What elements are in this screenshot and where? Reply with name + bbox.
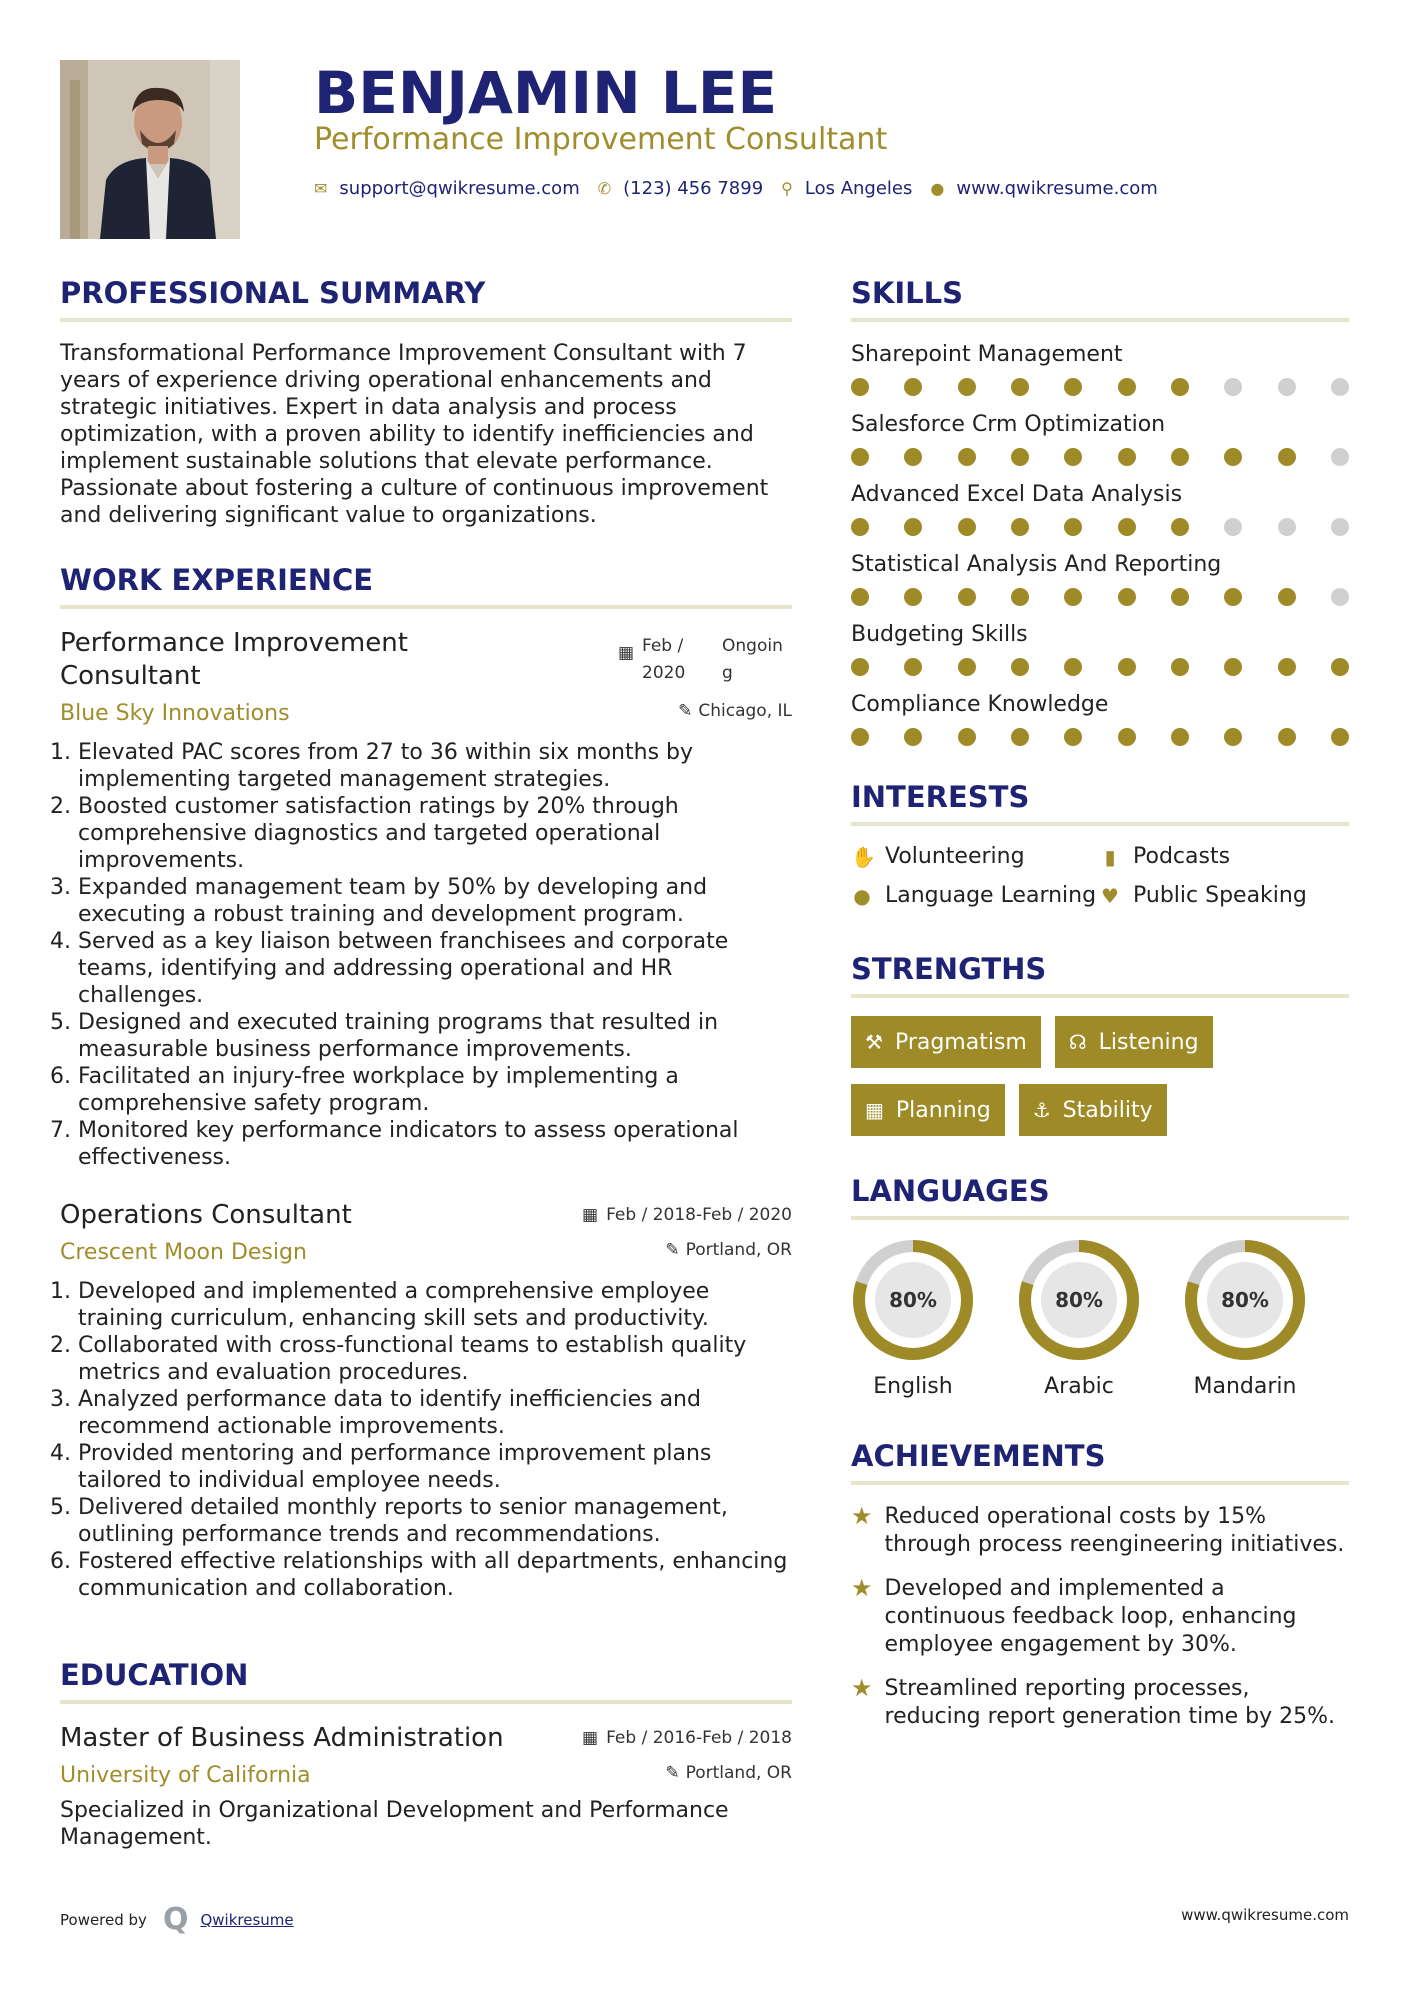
star-icon: ★: [851, 1574, 873, 1602]
rating-dot: [1011, 518, 1029, 536]
section-divider: [851, 1216, 1349, 1220]
heartbeat-icon: ♥: [1101, 883, 1119, 908]
rating-dot: [958, 518, 976, 536]
envelope-icon: ✉: [314, 179, 328, 198]
skill-item: [851, 340, 1349, 396]
language-name: English: [873, 1374, 953, 1399]
rating-dot: [1064, 448, 1082, 466]
language-item: [851, 1238, 975, 1399]
footer-powered-by: [60, 1902, 294, 1937]
rating-dot: [1171, 588, 1189, 606]
rating-dot: [904, 588, 922, 606]
rating-dot: [1118, 448, 1136, 466]
language-name: Mandarin: [1193, 1374, 1297, 1399]
job-title: Operations Consultant: [60, 1200, 352, 1230]
contact-bar: [314, 178, 1176, 199]
strength-badge: [1055, 1016, 1213, 1068]
list-item: 3. Analyzed performance data to identify inefficiencies and recommend actionable improvements.: [78, 1386, 792, 1440]
strengths-section: [851, 948, 1349, 1136]
section-divider: [851, 822, 1349, 826]
summary-heading: PROFESSIONAL SUMMARY: [60, 276, 486, 310]
rating-dot: [904, 658, 922, 676]
rating-dot: [904, 518, 922, 536]
list-item: 2. Boosted customer satisfaction ratings by 20% through comprehensive diagnostics and targeted operational improvements.: [78, 793, 792, 874]
rating-dot: [1331, 658, 1349, 676]
website-text: www.qwikresume.com: [956, 178, 1158, 199]
job-bullets: [60, 1278, 792, 1602]
rating-dot: [1331, 378, 1349, 396]
rating-dot: [1011, 448, 1029, 466]
language-percent: 80%: [1221, 1288, 1269, 1312]
job-location-text: Chicago, IL: [698, 701, 792, 721]
location-text: Los Angeles: [804, 178, 913, 199]
job-title: Performance Improvement Consultant: [60, 628, 408, 691]
rating-dot: [851, 518, 869, 536]
rating-dot: [1064, 728, 1082, 746]
rating-dot: [1171, 658, 1189, 676]
list-item: 5. Delivered detailed monthly reports to senior management, outlining performance trends and recommendations.: [78, 1494, 792, 1548]
rating-dot: [1331, 518, 1349, 536]
rating-dot: [1278, 378, 1296, 396]
skills-heading: SKILLS: [851, 276, 963, 310]
job-location: [665, 1240, 792, 1260]
strengths-heading: STRENGTHS: [851, 952, 1047, 986]
rating-dot: [1171, 728, 1189, 746]
rating-dot: [1278, 588, 1296, 606]
language-name: Arabic: [1044, 1374, 1114, 1399]
rating-dot: [1011, 378, 1029, 396]
interest-item: [1099, 883, 1349, 908]
education-section: [60, 1654, 792, 1851]
language-item: [1183, 1238, 1307, 1399]
skill-rating: [851, 728, 1349, 746]
contact-location: [781, 178, 912, 199]
school-name: University of California: [60, 1763, 311, 1788]
interests-heading: INTERESTS: [851, 780, 1030, 814]
skill-rating: [851, 378, 1349, 396]
headphones-icon: ☊: [1068, 1030, 1087, 1054]
list-item: 5. Designed and executed training programs that resulted in measurable business performance improvements.: [78, 1009, 792, 1063]
skill-rating: [851, 518, 1349, 536]
map-marker-icon: ⚲: [781, 179, 793, 198]
strength-badge: [851, 1016, 1041, 1068]
rating-dot: [1278, 448, 1296, 466]
anchor-icon: ⚓: [1032, 1098, 1051, 1122]
star-icon: ★: [851, 1502, 873, 1530]
achievement-text: Streamlined reporting processes, reducing report generation time by 25%.: [884, 1676, 1336, 1729]
achievement-text: Developed and implemented a continuous feedback loop, enhancing employee engagement by 30%.: [884, 1576, 1297, 1657]
company-name: Blue Sky Innovations: [60, 701, 290, 726]
rating-dot: [1011, 588, 1029, 606]
qwikresume-logo-icon: Q: [162, 1902, 189, 1937]
section-divider: [851, 318, 1349, 322]
job-entry: [60, 1199, 792, 1602]
contact-website[interactable]: [930, 178, 1157, 199]
rating-dot: [1278, 728, 1296, 746]
degree-title: Master of Business Administration: [60, 1723, 504, 1753]
rating-dot: [904, 378, 922, 396]
rating-dot: [958, 728, 976, 746]
rating-dot: [1224, 658, 1242, 676]
rating-dot: [851, 728, 869, 746]
education-location-text: Portland, OR: [685, 1763, 792, 1783]
skill-rating: [851, 588, 1349, 606]
calendar-icon: ▦: [617, 643, 634, 663]
section-divider: [851, 1481, 1349, 1485]
rating-dot: [851, 588, 869, 606]
education-location: [665, 1763, 792, 1783]
rating-dot: [1118, 518, 1136, 536]
rating-dot: [1118, 658, 1136, 676]
rating-dot: [1171, 378, 1189, 396]
interest-label: Volunteering: [885, 844, 1025, 869]
rating-dot: [1118, 588, 1136, 606]
skills-section: [851, 272, 1349, 746]
job-date-text: Feb / 2018-Feb / 2020: [606, 1205, 792, 1225]
rating-dot: [958, 448, 976, 466]
contact-email[interactable]: [314, 178, 580, 199]
rating-dot: [958, 658, 976, 676]
section-divider: [60, 318, 792, 322]
rating-dot: [904, 448, 922, 466]
calendar-icon: ▦: [865, 1098, 884, 1122]
interest-item: [1099, 844, 1349, 869]
pin-icon: ✎: [665, 1240, 680, 1260]
rating-dot: [958, 378, 976, 396]
language-item: [1017, 1238, 1141, 1399]
rating-dot: [1224, 518, 1242, 536]
skill-item: [851, 480, 1349, 536]
language-percent: 80%: [889, 1288, 937, 1312]
skill-item: [851, 690, 1349, 746]
company-name: Crescent Moon Design: [60, 1240, 307, 1265]
skill-item: [851, 410, 1349, 466]
rating-dot: [1064, 518, 1082, 536]
globe-icon: ●: [930, 179, 945, 198]
strength-label: Planning: [895, 1097, 991, 1123]
languages-heading: LANGUAGES: [851, 1174, 1050, 1208]
pin-icon: ✎: [678, 701, 693, 721]
achievements-section: [851, 1435, 1349, 1731]
interest-label: Public Speaking: [1133, 883, 1307, 908]
footer-site[interactable]: www.qwikresume.com: [1181, 1906, 1349, 1924]
job-date: [618, 633, 792, 687]
calendar-icon: ▦: [582, 1205, 599, 1225]
skill-rating: [851, 448, 1349, 466]
skill-item: [851, 550, 1349, 606]
skill-name: Advanced Excel Data Analysis: [851, 482, 1183, 507]
job-location: [678, 701, 792, 721]
skill-name: Statistical Analysis And Reporting: [851, 552, 1222, 577]
rating-dot: [1118, 378, 1136, 396]
rating-dot: [1224, 728, 1242, 746]
powered-by-text: Powered by: [60, 1910, 147, 1929]
phone-text: (123) 456 7899: [623, 178, 764, 199]
education-date: [582, 1728, 792, 1748]
rating-dot: [1278, 518, 1296, 536]
experience-heading: WORK EXPERIENCE: [60, 563, 374, 597]
language-progress-ring: [851, 1238, 975, 1362]
achievement-item: [851, 1575, 1349, 1659]
section-divider: [851, 994, 1349, 998]
job-location-text: Portland, OR: [685, 1240, 792, 1260]
gavel-icon: ⚒: [865, 1030, 883, 1054]
rating-dot: [1011, 728, 1029, 746]
list-item: 4. Provided mentoring and performance improvement plans tailored to individual employee needs.: [78, 1440, 792, 1494]
interest-label: Podcasts: [1133, 844, 1231, 869]
section-divider: [60, 1700, 792, 1704]
language-percent: 80%: [1055, 1288, 1103, 1312]
job-date: [582, 1205, 792, 1225]
microphone-icon: ▮: [1104, 844, 1116, 869]
language-progress-ring: [1183, 1238, 1307, 1362]
list-item: 1. Elevated PAC scores from 27 to 36 within six months by implementing targeted management strategies.: [78, 739, 792, 793]
section-divider: [60, 605, 792, 609]
job-date-end: Ongoing: [722, 636, 783, 683]
languages-section: [851, 1170, 1349, 1399]
rating-dot: [1064, 378, 1082, 396]
rating-dot: [1331, 448, 1349, 466]
summary-section: [60, 272, 792, 529]
candidate-title: Performance Improvement Consultant: [314, 122, 888, 157]
list-item: 4. Served as a key liaison between franchisees and corporate teams, identifying and addressing operational and HR challenges.: [78, 928, 792, 1009]
languages-list: [851, 1238, 1349, 1399]
experience-section: [60, 559, 792, 1602]
phone-icon: ✆: [597, 179, 612, 198]
rating-dot: [904, 728, 922, 746]
rating-dot: [1224, 378, 1242, 396]
handshake-icon: ✋: [851, 844, 876, 869]
right-column: [851, 272, 1349, 1747]
list-item: 2. Collaborated with cross-functional teams to establish quality metrics and evaluation procedures.: [78, 1332, 792, 1386]
left-column: [60, 272, 792, 1851]
rating-dot: [1011, 658, 1029, 676]
skill-name: Compliance Knowledge: [851, 692, 1109, 717]
calendar-icon: ▦: [582, 1728, 599, 1748]
rating-dot: [1278, 658, 1296, 676]
strength-label: Stability: [1062, 1097, 1153, 1123]
rating-dot: [1224, 448, 1242, 466]
list-item: 6. Fostered effective relationships with all departments, enhancing communication and collaboration.: [78, 1548, 792, 1602]
strength-label: Listening: [1098, 1029, 1199, 1055]
language-progress-ring: [1017, 1238, 1141, 1362]
pin-icon: ✎: [665, 1763, 680, 1783]
interests-section: [851, 776, 1349, 908]
rating-dot: [958, 588, 976, 606]
strength-badge: [851, 1084, 1005, 1136]
email-text: support@qwikresume.com: [339, 178, 580, 199]
achievement-text: Reduced operational costs by 15% through process reengineering initiatives.: [884, 1504, 1345, 1557]
job-date-start: Feb / 2020: [642, 636, 686, 683]
skills-list: [851, 340, 1349, 746]
list-item: 3. Expanded management team by 50% by developing and executing a robust training and development program.: [78, 874, 792, 928]
achievement-item: [851, 1503, 1349, 1559]
globe-icon: ●: [853, 883, 871, 908]
rating-dot: [1171, 518, 1189, 536]
list-item: 7. Monitored key performance indicators to assess operational effectiveness.: [78, 1117, 792, 1171]
rating-dot: [851, 448, 869, 466]
skill-name: Sharepoint Management: [851, 342, 1123, 367]
interest-item: [851, 883, 1099, 908]
rating-dot: [1331, 728, 1349, 746]
skill-item: [851, 620, 1349, 676]
candidate-name: BENJAMIN LEE: [314, 59, 778, 127]
star-icon: ★: [851, 1674, 873, 1702]
interest-item: [851, 844, 1099, 869]
strength-badge: [1019, 1084, 1167, 1136]
achievement-item: [851, 1675, 1349, 1731]
education-description: Specialized in Organizational Development and Performance Management.: [60, 1798, 729, 1850]
skill-name: Budgeting Skills: [851, 622, 1028, 647]
rating-dot: [1064, 658, 1082, 676]
contact-phone[interactable]: [598, 178, 763, 199]
education-heading: EDUCATION: [60, 1658, 249, 1692]
strength-label: Pragmatism: [894, 1029, 1027, 1055]
summary-text: Transformational Performance Improvement Consultant with 7 years of experience driving operational enhancements and strategic initiatives. Expert in data analysis and process optimization, with a proven ability to identify inefficiencies and implement sustainable solutions that elevate performance. Passionate about fostering a culture of continuous improvement and delivering significant value to organizations.: [60, 341, 769, 528]
job-bullets: [60, 739, 792, 1171]
rating-dot: [1331, 588, 1349, 606]
rating-dot: [1118, 728, 1136, 746]
interest-label: Language Learning: [885, 883, 1097, 908]
list-item: 1. Developed and implemented a comprehensive employee training curriculum, enhancing skill sets and productivity.: [78, 1278, 792, 1332]
achievements-heading: ACHIEVEMENTS: [851, 1439, 1106, 1473]
skill-rating: [851, 658, 1349, 676]
rating-dot: [851, 378, 869, 396]
brand-link[interactable]: Qwikresume: [200, 1910, 294, 1929]
profile-photo: [60, 60, 240, 239]
list-item: 6. Facilitated an injury-free workplace by implementing a comprehensive safety program.: [78, 1063, 792, 1117]
rating-dot: [1064, 588, 1082, 606]
job-entry: [60, 627, 792, 1171]
education-date-text: Feb / 2016-Feb / 2018: [606, 1728, 792, 1748]
rating-dot: [1171, 448, 1189, 466]
rating-dot: [851, 658, 869, 676]
rating-dot: [1224, 588, 1242, 606]
skill-name: Salesforce Crm Optimization: [851, 412, 1166, 437]
